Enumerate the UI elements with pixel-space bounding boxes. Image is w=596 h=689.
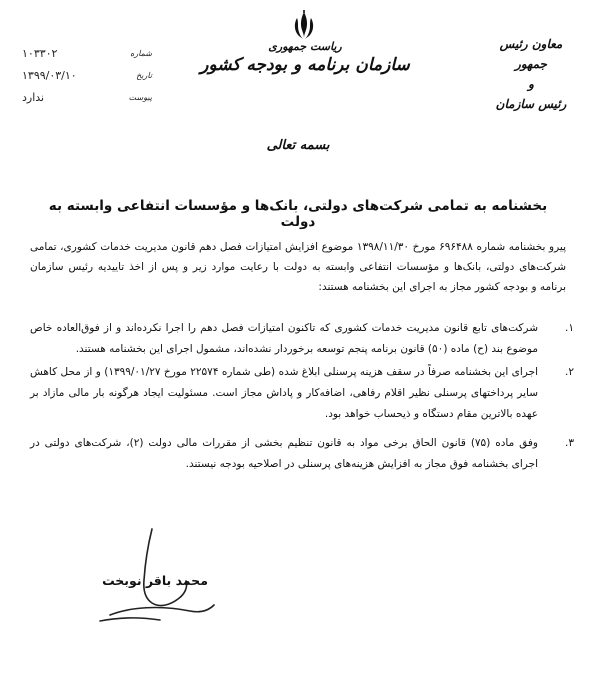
org-line-2: سازمان برنامه و بودجه کشور — [200, 55, 410, 75]
list-item — [30, 362, 574, 425]
intro-paragraph: پیرو بخشنامه شماره ۶۹۶۴۸۸ مورخ ۱۳۹۸/۱۱/۳۰ موضوع افزایش امتیازات فصل دهم قانون مدیریت خدمات کشوری، تمامی شرکت‌های دولتی، بانک‌ها و مؤسسات انتفاعی وابسته به دولت با رعایت موارد زیر و پس از اخذ تاییدیه رئیس سازمان برنامه و بودجه کشور مجاز به اجرای این بخشنامه هستند: — [30, 241, 566, 293]
recipient-line-2: و — [528, 77, 534, 91]
meta-attachment-label: پیوست — [128, 92, 152, 102]
letter-meta — [22, 42, 152, 108]
meta-date-value: ۱۳۹۹/۰۳/۱۰ — [22, 68, 77, 82]
list-item-text: اجرای این بخشنامه صرفاً در سقف هزینه پرسنلی ابلاغ شده (طی شماره ۲۲۵۷۴ مورخ ۱۳۹۹/۰۱/۲۷) و از محل کاهش سایر پرداختهای پرسنلی نظیر اقلام رفاهی، اضافه‌کار و پاداش مجاز است. مسئولیت ایجاد هرگونه بار مالی مازاد بر عهده بالاترین مقام دستگاه و ذیحساب خواهد بود. — [30, 366, 538, 420]
bismillah-heading: بسمه تعالی — [266, 138, 330, 153]
meta-number-row — [22, 42, 152, 64]
recipient-block — [486, 34, 576, 114]
list-item-number: ۳. — [565, 437, 574, 449]
list-item-text: وفق ماده (۷۵) قانون الحاق برخی مواد به قانون تنظیم بخشی از مقررات مالی دولت (۲)، شرکت‌های دولتی در اجرای بخشنامه فوق مجاز به افزایش هزینه‌های پرسنلی در اصلاحیه بودجه نیستند. — [30, 437, 539, 470]
list-item-number: ۱. — [565, 322, 574, 334]
org-header — [180, 40, 430, 75]
circular-title: بخشنامه به تمامی شرکت‌های دولتی، بانک‌ها و مؤسسات انتفاعی وابسته به دولت — [48, 198, 548, 230]
signatory-name: محمد باقر نوبخت — [102, 573, 208, 588]
meta-date-row — [22, 64, 152, 86]
recipient-line-1: معاون رئیس جمهور — [499, 37, 563, 71]
iran-emblem-icon — [291, 10, 317, 42]
list-item-number: ۲. — [565, 366, 574, 378]
recipient-line-3: رئیس سازمان — [495, 97, 567, 111]
meta-number-label: شماره — [130, 48, 152, 58]
org-line-1: ریاست جمهوری — [268, 40, 342, 53]
meta-date-label: تاریخ — [136, 70, 152, 80]
list-item-text: شرکت‌های تابع قانون مدیریت خدمات کشوری که تاکنون امتیازات فصل دهم را اجرا نکرده‌اند و از فوق‌العاده خاص موضوع بند (ح) ماده (۵۰) قانون برنامه پنجم توسعه برخوردار نشده‌اند، مشمول اجرای این بخشنامه هستند. — [30, 322, 538, 355]
meta-number-value: ۱۰۳۳۰۲ — [22, 46, 58, 60]
meta-attachment-row — [22, 86, 152, 108]
list-item — [30, 433, 574, 475]
meta-attachment-value: ندارد — [22, 90, 45, 104]
list-item — [30, 318, 574, 360]
